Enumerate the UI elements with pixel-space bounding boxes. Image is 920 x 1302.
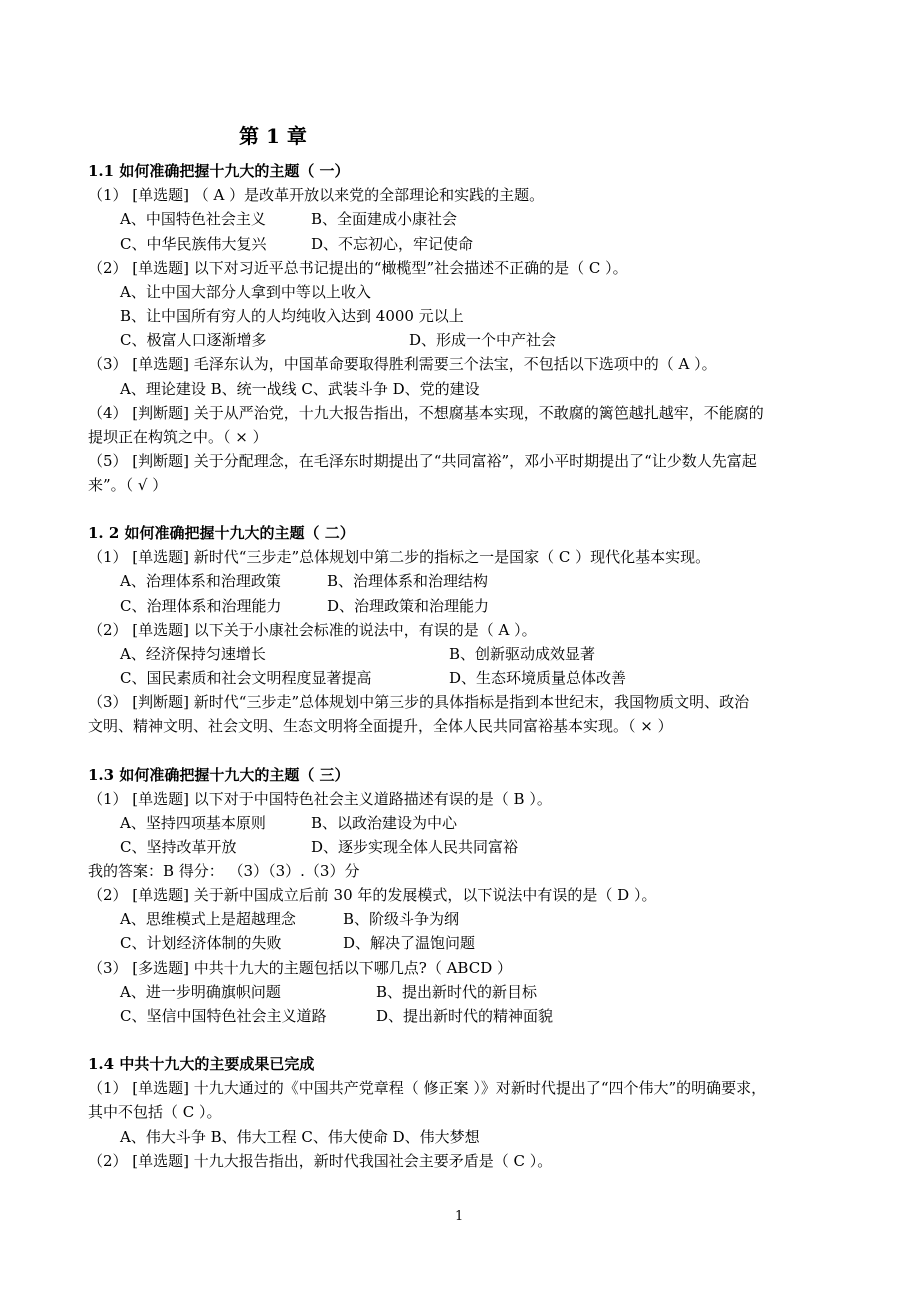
option-b: B、创新驱动成效显著 [449,645,596,663]
section-title: 1.3 如何准确把握十九大的主题（ 三） [88,766,350,784]
option-a: A、治理体系和治理政策 [120,572,281,590]
option-a: A、让中国大部分人拿到中等以上收入 [120,283,371,301]
question-stem: （3） [多选题] 中共十九大的主题包括以下哪几点?（ ABCD ） [88,959,513,977]
option-a: A、进一步明确旗帜问题 [120,983,281,1001]
question-stem: （2） [单选题] 以下关于小康社会标准的说法中，有误的是（ A ）。 [88,621,537,639]
option-c: C、计划经济体制的失败 [120,934,282,952]
question-stem: （3） [判断题] 新时代“三步走”总体规划中第三步的具体指标是指到本世纪末，我国物质文明、政治 [88,693,750,711]
option-c: C、中华民族伟大复兴 [120,235,267,253]
question-stem: （2） [单选题] 以下对习近平总书记提出的“橄榄型”社会描述不正确的是（ C ）。 [88,259,628,277]
option-d: D、不忘初心，牢记使命 [311,235,474,253]
question-stem: （5） [判断题] 关于分配理念，在毛泽东时期提出了“共同富裕”，邓小平时期提出了“让少数人先富起 [88,452,757,470]
option-c: C、国民素质和社会文明程度显著提高 [120,669,372,687]
option-b: B、阶级斗争为纲 [343,910,460,928]
chapter-title: 第 1 章 [239,124,307,148]
option-a: A、中国特色社会主义 [120,210,266,228]
option-d: D、生态环境质量总体改善 [449,669,627,687]
question-stem: （2） [单选题] 十九大报告指出，新时代我国社会主要矛盾是（ C ）。 [88,1152,553,1170]
option-a: A、坚持四项基本原则 [120,814,266,832]
question-stem: （1） [单选题] （ A ）是改革开放以来党的全部理论和实践的主题。 [88,186,545,204]
option-d: D、形成一个中产社会 [409,331,557,349]
option-d: D、治理政策和治理能力 [327,597,490,615]
question-stem: （1） [单选题] 新时代“三步走”总体规划中第二步的指标之一是国家（ C ）现代化基本实现。 [88,548,711,566]
question-stem: （3） [单选题] 毛泽东认为，中国革命要取得胜利需要三个法宝，不包括以下选项中的（ A ）。 [88,355,717,373]
question-stem-cont: 提坝正在构筑之中。（ × ） [88,428,268,446]
option-a: A、经济保持匀速增长 [120,645,266,663]
option-d: D、逐步实现全体人民共同富裕 [311,838,519,856]
option-c: C、坚持改革开放 [120,838,237,856]
option-b: B、治理体系和治理结构 [327,572,489,590]
option-b: B、全面建成小康社会 [311,210,458,228]
option-d: D、解决了温饱问题 [343,934,476,952]
option-c: C、治理体系和治理能力 [120,597,282,615]
option-d: D、提出新时代的精神面貌 [376,1007,554,1025]
option-b: B、以政治建设为中心 [311,814,458,832]
option-a: A、思维模式上是超越理念 [120,910,296,928]
question-stem: （1） [单选题] 以下对于中国特色社会主义道路描述有误的是（ B ）。 [88,790,552,808]
option-c: C、坚信中国特色社会主义道路 [120,1007,327,1025]
section-title: 1.1 如何准确把握十九大的主题（ 一） [88,162,350,180]
question-stem: （4） [判断题] 关于从严治党，十九大报告指出，不想腐基本实现，不敢腐的篱笆越扎越牢，不能腐的 [88,404,764,422]
my-answer-line: 我的答案：B 得分： （3）（3）.（3）分 [88,862,360,880]
question-stem-cont: 文明、精神文明、社会文明、生态文明将全面提升，全体人民共同富裕基本实现。（ × ） [88,717,673,735]
section-title: 1. 2 如何准确把握十九大的主题（ 二） [88,524,355,542]
page-number: 1 [455,1209,464,1224]
question-stem-cont: 来”。（ √ ） [88,476,168,494]
question-stem-cont: 其中不包括（ C ）。 [88,1103,222,1121]
option-b: B、让中国所有穷人的人均纯收入达到 4000 元以上 [120,307,464,325]
question-stem: （2） [单选题] 关于新中国成立后前 30 年的发展模式，以下说法中有误的是（ D ）。 [88,886,657,904]
options-line: A、伟大斗争 B、伟大工程 C、伟大使命 D、伟大梦想 [120,1128,480,1146]
options-line: A、理论建设 B、统一战线 C、武装斗争 D、党的建设 [120,380,480,398]
option-b: B、提出新时代的新目标 [376,983,538,1001]
question-stem: （1） [单选题] 十九大通过的《中国共产党章程（ 修正案 ）》对新时代提出了“四个伟大”的明确要求， [88,1079,767,1097]
option-c: C、极富人口逐渐增多 [120,331,267,349]
section-title: 1.4 中共十九大的主要成果已完成 [88,1055,315,1073]
